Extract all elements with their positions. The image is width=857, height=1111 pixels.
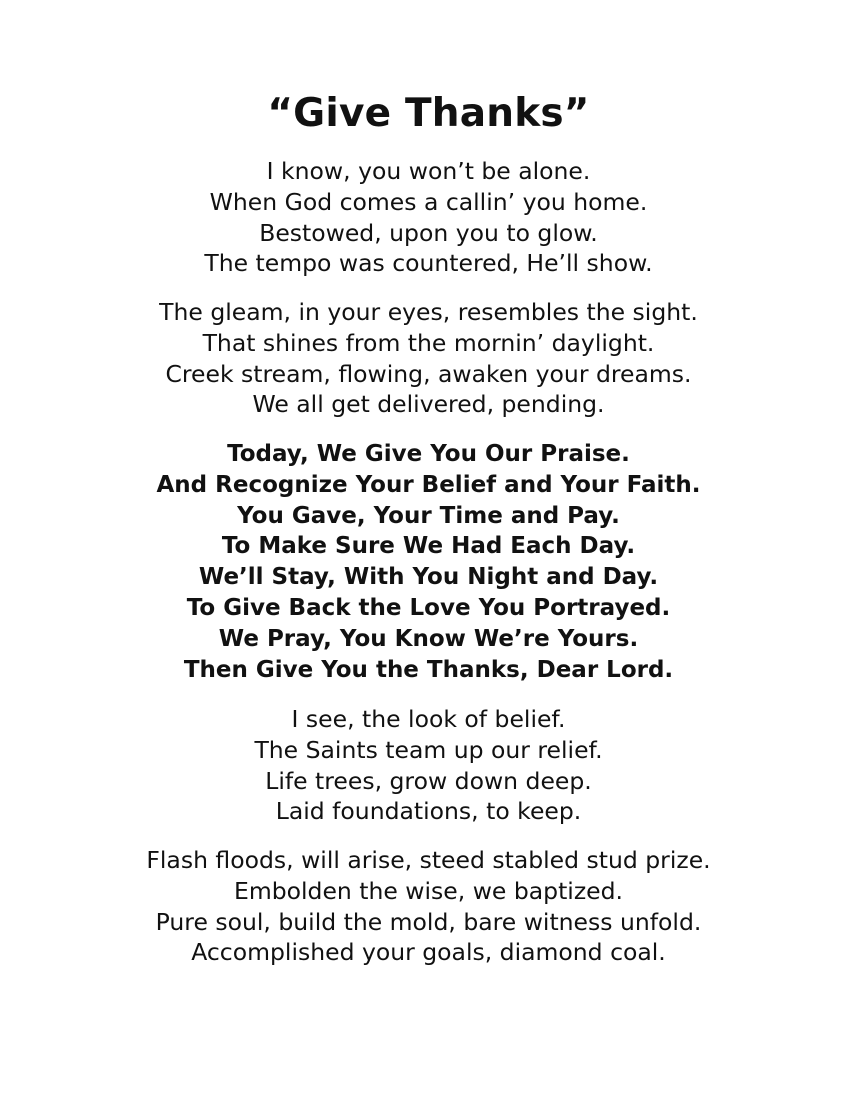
poem-title: “Give Thanks” <box>267 91 590 136</box>
poem-line: Bestowed, upon you to glow. <box>259 218 598 247</box>
chorus-line: To Give Back the Love You Portrayed. <box>186 594 671 621</box>
poem-line: Life trees, grow down deep. <box>265 766 592 795</box>
chorus-line: We’ll Stay, With You Night and Day. <box>198 564 659 591</box>
poem-line: Creek stream, flowing, awaken your dreams. <box>165 359 692 388</box>
chorus-stanza <box>0 439 857 685</box>
poem-line: That shines from the mornin’ daylight. <box>202 328 655 357</box>
chorus-line: Today, We Give You Our Praise. <box>227 441 630 467</box>
poem-line: I see, the look of belief. <box>291 705 566 733</box>
poem-line: Flash floods, will arise, steed stabled stud prize. <box>146 846 711 874</box>
stanza-1 <box>0 156 857 279</box>
poem-line: Laid foundations, to keep. <box>275 797 582 826</box>
stanza-4 <box>0 704 857 827</box>
poem-line: Pure soul, build the mold, bare witness unfold. <box>155 907 702 936</box>
poem-line: When God comes a callin’ you home. <box>209 187 648 216</box>
stanza-5 <box>0 845 857 968</box>
stanza-2 <box>0 297 857 420</box>
chorus-line: Then Give You the Thanks, Dear Lord. <box>183 656 674 683</box>
chorus-line: You Gave, Your Time and Pay. <box>237 502 620 529</box>
chorus-line: We Pray, You Know We’re Yours. <box>218 625 639 652</box>
chorus-line: And Recognize Your Belief and Your Faith. <box>156 471 701 498</box>
chorus-line: To Make Sure We Had Each Day. <box>221 533 636 560</box>
poem-line: The Saints team up our relief. <box>254 735 603 764</box>
poem-line: We all get delivered, pending. <box>252 390 605 419</box>
poem-line: The tempo was countered, He’ll show. <box>204 249 653 278</box>
poem-line: I know, you won’t be alone. <box>266 157 591 185</box>
poem-line: The gleam, in your eyes, resembles the sight. <box>159 298 698 326</box>
poem-line: Embolden the wise, we baptized. <box>233 876 624 905</box>
poem-line: Accomplished your goals, diamond coal. <box>191 938 666 967</box>
